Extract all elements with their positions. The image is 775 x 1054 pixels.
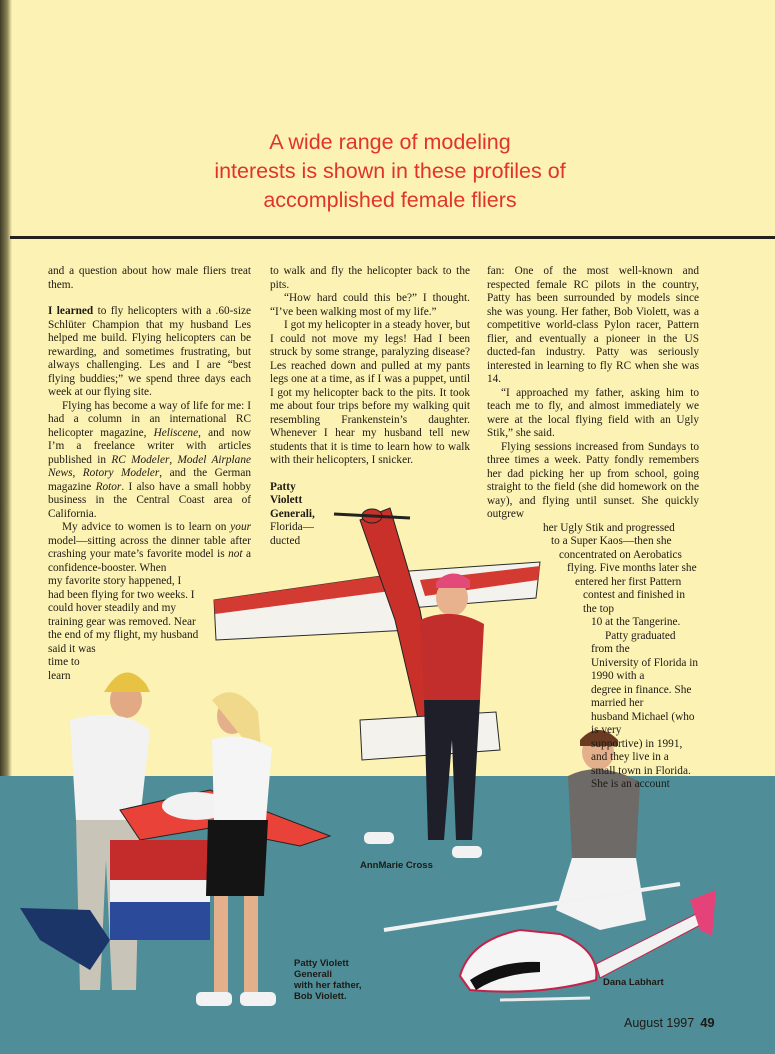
magazine-title: Heliscene: [153, 426, 199, 439]
text-line: time to: [48, 656, 80, 668]
text-line: small town in Florida. She is an account: [591, 764, 691, 790]
text-line: to a Super Kaos—then she: [551, 535, 672, 547]
text-run: My advice to women is to learn on: [62, 521, 231, 533]
text-line: degree in finance. She married her: [591, 683, 692, 709]
paragraph: “I approached my father, asking him to teach me to fly, and almost immediately we were at the local flying field with an Ugly Stik,” she said.: [487, 386, 699, 439]
profile-name-line: Violett: [270, 494, 303, 506]
magazine-title: RC Modeler: [111, 453, 170, 466]
text-line: training gear was removed. Near: [48, 615, 196, 628]
paragraph-text: to fly helicopters with a .60-size Schlüter Champion that my husband Les helped me build. Flying helicopters can be rewarding, and sometimes frustrating, but always challenging. Les and I are “best flying buddies;” we spend three days each week at our flying site.: [48, 305, 251, 398]
text-line: had been flying for two weeks. I: [48, 588, 195, 601]
ragged-lines: [48, 575, 251, 683]
caption-annmarie: AnnMarie Cross: [360, 860, 433, 871]
text-column-2: [270, 265, 470, 548]
text-run: a confidence-booster. When: [48, 548, 251, 574]
text-line: her Ugly Stik and progressed: [543, 521, 675, 534]
paragraph: I got my helicopter in a steady hover, but I could not move my legs! Had I been struck by some strange, paralyzing disease? Les reached down and pulled at my pants legs one at a time, as if I was a puppet, until I got my helicopter back to the pits. It took me about four trips before my walking quit resembling Frankenstein’s daughter. Whenever I hear my husband tell new students that it is time to learn how to walk with their helicopters, I snicker.: [270, 319, 470, 466]
text-column-1: [48, 265, 251, 683]
caption-line: Bob Violett.: [294, 991, 347, 1002]
page-number: 49: [700, 1015, 715, 1030]
patty-figure: [196, 692, 276, 1006]
emphasis: your: [230, 521, 251, 533]
paragraph: to walk and fly the helicopter back to the pits.: [270, 265, 470, 291]
run-in-lead: I learned: [48, 305, 94, 317]
text-line: Patty graduated from the: [591, 629, 676, 655]
ducted-fan-jet-illustration: [20, 790, 330, 970]
paragraph: [48, 305, 251, 400]
paragraph: “How hard could this be?” I thought. “I’ve been walking most of my life.”: [270, 292, 470, 318]
text-line: learn: [48, 669, 71, 682]
text-line: University of Florida in 1990 with a: [591, 656, 698, 682]
paragraph: [48, 521, 251, 575]
issue-date: August 1997: [624, 1016, 695, 1030]
page-footer: [624, 1015, 715, 1030]
text-line: entered her first Pattern: [575, 575, 682, 588]
caption-line: Patty Violett: [294, 958, 349, 969]
caption-line: Generali: [294, 969, 333, 980]
helicopter-illustration: [384, 884, 716, 1000]
text-line: husband Michael (who is very: [591, 710, 695, 736]
emphasis: not: [228, 548, 243, 560]
paragraph: and a question about how male fliers treat them.: [48, 265, 251, 291]
ragged-lines: [487, 630, 699, 792]
profile-name-line: Patty: [270, 480, 296, 493]
text-run: ,: [72, 467, 83, 479]
headline-line: A wide range of modeling: [269, 130, 511, 154]
text-line: flying. Five months later she: [567, 562, 697, 574]
paragraph: fan: One of the most well-known and respected female RC pilots in the country, Patty has been surrounded by models since she was young. Her father, Bob Violett, was a competitive world-class Pylon racer, Pattern flier, and eventually a pioneer in the US ducted-fan industry. Patty was seriously interested in learning to fly RC when she was 14.: [487, 265, 699, 385]
caption-line: with her father,: [294, 980, 362, 991]
text-run: ,: [169, 453, 178, 466]
text-line: Florida—: [270, 521, 314, 533]
paragraph: Flying sessions increased from Sundays to three times a week. Patty fondly remembers her dad picking her up from school, going straight to the field (she did homework on the way), and flying until sunset. She quickly outgrew: [487, 440, 699, 520]
text-line: said it was: [48, 642, 96, 655]
text-line: the end of my flight, my husband: [48, 629, 199, 641]
headline-line: accomplished female fliers: [263, 188, 517, 212]
text-column-3: [487, 265, 699, 792]
ragged-lines: [487, 522, 699, 630]
magazine-title: Rotor: [95, 480, 122, 493]
magazine-title: Model Airplane News: [48, 453, 251, 479]
text-run: . I also have a small hobby business in the Central Coast area of California.: [48, 480, 251, 520]
caption-dana-labhart: Dana Labhart: [603, 977, 664, 988]
headline-line: interests is shown in these profiles of: [214, 159, 566, 183]
profile-heading: [270, 481, 470, 549]
text-run: Flying has become a way of life for me: I had a column in an international RC helicopter magazine,: [48, 399, 251, 439]
text-line: ducted: [270, 534, 301, 547]
text-run: , and now I’m a freelance writer with articles published in: [48, 426, 251, 466]
text-run: model—sitting across the dinner table after crashing your mate’s favorite model is: [48, 534, 251, 560]
text-line: my favorite story happened, I: [48, 575, 182, 587]
text-line: could hover steadily and my: [48, 602, 177, 614]
text-line: supportive) in 1991, and they live in a: [591, 737, 683, 763]
text-line: concentrated on Aerobatics: [559, 548, 682, 561]
caption-patty-violett: [294, 958, 362, 1002]
text-line: 10 at the Tangerine.: [591, 616, 681, 628]
text-line: contest and finished in the top: [583, 589, 685, 615]
text-run: , and the German magazine: [48, 467, 252, 493]
profile-name-line: Generali,: [270, 507, 315, 520]
paragraph: [48, 400, 251, 522]
magazine-title: Rotory Modeler: [82, 467, 160, 479]
